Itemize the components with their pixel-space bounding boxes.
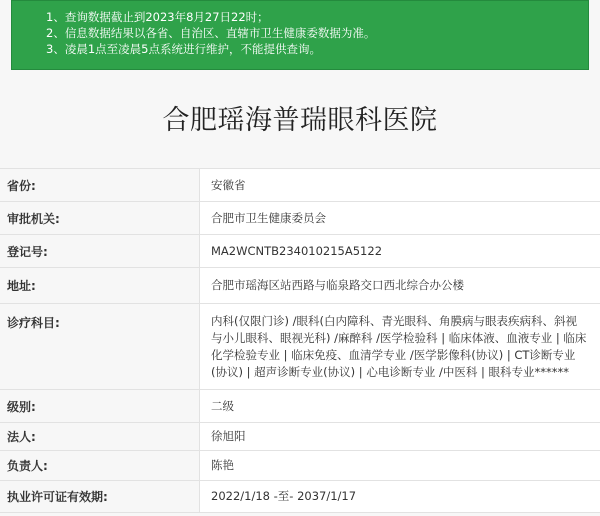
value-legal-person: 徐旭阳 [200, 423, 600, 450]
row-departments [0, 304, 600, 390]
row-person-in-charge [0, 451, 600, 481]
value-registration-number: MA2WCNTB234010215A5122 [200, 235, 600, 267]
value-province: 安徽省 [200, 169, 600, 201]
hospital-info-table [0, 168, 600, 513]
notice-line-3: 3、凌晨1点至凌晨5点系统进行维护，不能提供查询。 [46, 42, 321, 56]
label-level: 级别: [0, 390, 200, 422]
notice-banner [11, 0, 589, 70]
label-registration-number: 登记号: [0, 235, 200, 267]
label-person-in-charge: 负责人: [0, 451, 200, 480]
value-license-validity: 2022/1/18 -至- 2037/1/17 [200, 481, 600, 512]
row-approval-authority [0, 202, 600, 235]
notice-line-2: 2、信息数据结果以各省、自治区、直辖市卫生健康委数据为准。 [46, 26, 376, 40]
label-approval-authority: 审批机关: [0, 202, 200, 234]
label-province: 省份: [0, 169, 200, 201]
value-level: 二级 [200, 390, 600, 422]
value-approval-authority: 合肥市卫生健康委员会 [200, 202, 600, 234]
label-departments: 诊疗科目: [0, 304, 200, 389]
value-person-in-charge: 陈艳 [200, 451, 600, 480]
value-address: 合肥市瑶海区站西路与临泉路交口西北综合办公楼 [200, 268, 600, 303]
row-province [0, 169, 600, 202]
value-departments: 内科(仅限门诊) /眼科(白内障科、青光眼科、角膜病与眼表疾病科、斜视与小儿眼科、眼视光科) /麻醉科 /医学检验科 | 临床体液、血液专业 | 临床化学检验专业 | 临床免疫、血清学专业 /医学影像科(协议) | CT诊断专业(协议) | 超声诊断专业(协议) | 心电诊断专业 /中医科 | 眼科专业****** [200, 304, 600, 389]
label-legal-person: 法人: [0, 423, 200, 450]
hospital-name-title: 合肥瑶海普瑞眼科医院 [162, 105, 438, 136]
row-license-validity [0, 481, 600, 513]
row-address [0, 268, 600, 304]
notice-line-1: 1、查询数据截止到2023年8月27日22时； [46, 10, 269, 24]
label-address: 地址: [0, 268, 200, 303]
row-level [0, 390, 600, 423]
row-registration-number [0, 235, 600, 268]
row-legal-person [0, 423, 600, 451]
label-license-validity: 执业许可证有效期: [0, 481, 200, 512]
